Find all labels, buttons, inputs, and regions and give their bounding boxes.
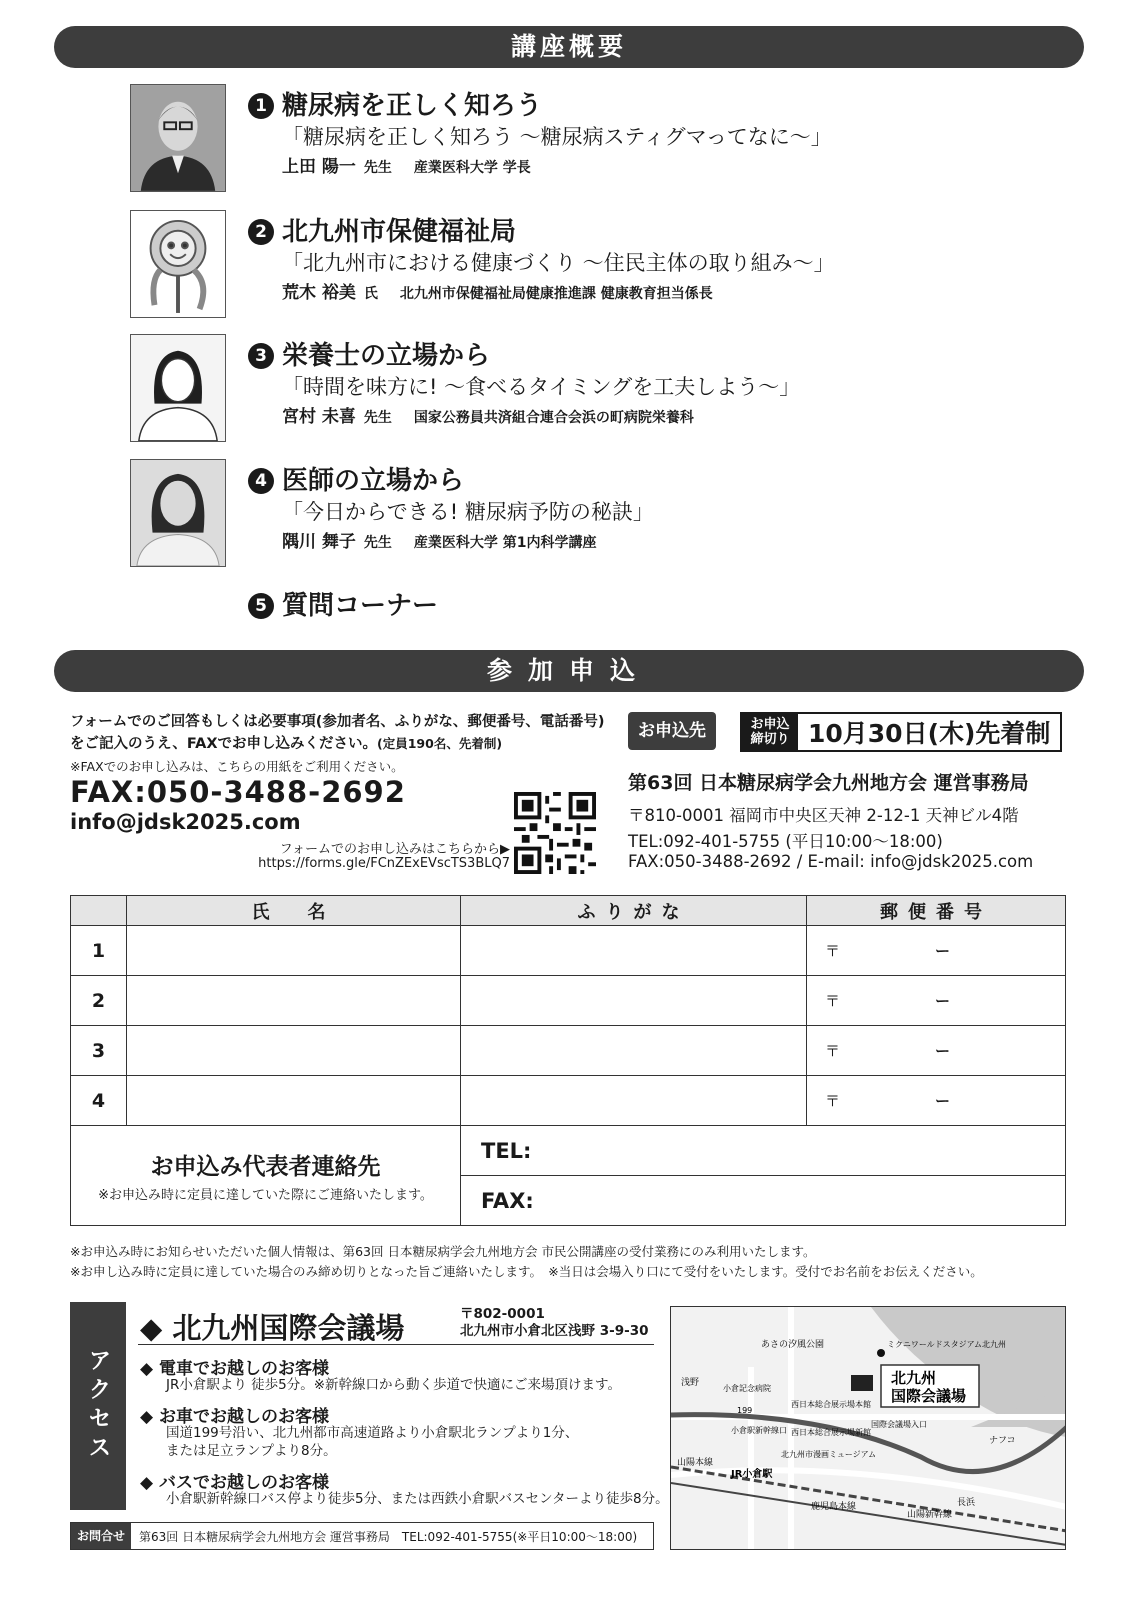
table-row bbox=[71, 1076, 1066, 1126]
venue-address: 〒802-0001 北九州市小倉北区浅野 3-9-30 bbox=[460, 1306, 649, 1339]
map-route: 199 bbox=[737, 1406, 753, 1415]
map-line1: 山陽本線 bbox=[677, 1458, 714, 1468]
access-map bbox=[670, 1306, 1066, 1550]
tel-field[interactable]: TEL: bbox=[461, 1126, 1066, 1176]
access-bus-detail: 小倉駅新幹線口バス停より徒歩5分、または西鉄小倉駅バスセンターより徒歩8分。 bbox=[166, 1491, 669, 1507]
apply-to-label: お申込先 bbox=[628, 712, 716, 750]
number-badge: 5 bbox=[248, 593, 274, 619]
capacity-note: (定員190名、先着制) bbox=[377, 736, 503, 751]
section-title-application: 参加申込 bbox=[54, 650, 1084, 692]
map-hall: 西日本総合展示場本館 bbox=[791, 1400, 871, 1409]
map-station: JR小倉駅 bbox=[731, 1469, 773, 1480]
name-field[interactable] bbox=[127, 926, 461, 976]
email-address[interactable]: info@jdsk2025.com bbox=[70, 810, 301, 834]
zip-field[interactable]: 〒 ー bbox=[807, 926, 1066, 976]
lecture-title: 糖尿病を正しく知ろう bbox=[282, 91, 543, 121]
lecture-title: 栄養士の立場から bbox=[282, 341, 491, 371]
row-number: 3 bbox=[71, 1026, 127, 1076]
rep-note: ※お申込み時に定員に達していた際にご連絡いたします。 bbox=[98, 1187, 433, 1203]
name-field[interactable] bbox=[127, 1076, 461, 1126]
divider bbox=[138, 1344, 654, 1345]
form-url-link[interactable]: https://forms.gle/FCnZExEVscTS3BLQ7 bbox=[258, 856, 510, 871]
representative-contact bbox=[71, 1126, 461, 1226]
speaker-role: 先生 bbox=[363, 160, 392, 176]
speaker-affiliation: 産業医科大学 第1内科学講座 bbox=[413, 535, 597, 551]
number-badge: 1 bbox=[248, 93, 274, 119]
map-park: あさの汐風公園 bbox=[761, 1340, 825, 1350]
office-name: 第63回 日本糖尿病学会九州地方会 運営事務局 bbox=[628, 772, 1029, 794]
rep-title: お申込み代表者連絡先 bbox=[150, 1153, 381, 1180]
speaker-photo-1 bbox=[130, 84, 226, 192]
map-line2: 鹿児島本線 bbox=[811, 1502, 857, 1512]
access-car-head: ◆ お車でお越しのお客様 bbox=[140, 1407, 329, 1427]
application-form-table bbox=[70, 895, 1066, 1226]
map-entrance: 国際会議場入口 bbox=[871, 1420, 927, 1429]
deadline-box bbox=[740, 712, 1062, 752]
furigana-field[interactable] bbox=[461, 926, 807, 976]
contact-label: お問合せ bbox=[71, 1523, 131, 1549]
name-field[interactable] bbox=[127, 976, 461, 1026]
svg-text:国際会議場: 国際会議場 bbox=[891, 1387, 967, 1405]
lecture-subtitle: 「今日からできる! 糖尿病予防の秘訣」 bbox=[282, 500, 654, 524]
lecture-subtitle: 「時間を味方に! ～食べるタイミングを工夫しよう～」 bbox=[282, 375, 801, 399]
fax-field[interactable]: FAX: bbox=[461, 1176, 1066, 1226]
furigana-field[interactable] bbox=[461, 1026, 807, 1076]
map-hospital: 小倉記念病院 bbox=[723, 1384, 771, 1393]
speaker-role: 氏 bbox=[363, 286, 378, 302]
deadline-label: お申込締切り bbox=[742, 714, 798, 750]
number-badge: 2 bbox=[248, 219, 274, 245]
number-badge: 4 bbox=[248, 468, 274, 494]
access-bus-head: ◆ バスでお越しのお客様 bbox=[140, 1473, 329, 1493]
access-train-detail: JR小倉駅より 徒歩5分。※新幹線口から動く歩道で快適にご来場頂けます。 bbox=[166, 1377, 621, 1393]
map-line3: 山陽新幹線 bbox=[907, 1510, 953, 1520]
contact-value: 第63回 日本糖尿病学会九州地方会 運営事務局 TEL:092-401-5755(※平日10:00～18:00) bbox=[139, 1529, 638, 1544]
lecture-subtitle: 「北九州市における健康づくり ～住民主体の取り組み～」 bbox=[282, 251, 835, 275]
speaker-name: 上田 陽一 bbox=[282, 157, 356, 177]
zip-field[interactable]: 〒 ー bbox=[807, 1076, 1066, 1126]
name-field[interactable] bbox=[127, 1026, 461, 1076]
access-label: アクセス bbox=[70, 1302, 126, 1510]
map-hall2: 西日本総合展示場新館 bbox=[791, 1428, 871, 1437]
speaker-role: 先生 bbox=[363, 410, 392, 426]
zip-field[interactable]: 〒 ー bbox=[807, 1026, 1066, 1076]
speaker-name: 宮村 未喜 bbox=[282, 407, 356, 427]
speaker-role: 先生 bbox=[363, 535, 392, 551]
number-badge: 3 bbox=[248, 343, 274, 369]
venue-name: ◆ 北九州国際会議場 bbox=[140, 1311, 405, 1345]
map-museum: 北九州市漫画ミュージアム bbox=[781, 1450, 877, 1459]
access-car-detail: 国道199号沿い、北九州都市高速道路より小倉駅北ランプより1分、 または足立ランプより8分。 bbox=[166, 1425, 579, 1459]
application-paragraph: フォームでのご回答もしくは必要事項(参加者名、ふりがな、郵便番号、電話番号)をご記入のうえ、FAXでお申し込みください。(定員190名、先着制) bbox=[70, 714, 605, 752]
header-furigana: ふりがな bbox=[461, 896, 807, 926]
speaker-affiliation: 国家公務員共済組合連合会浜の町病院栄養科 bbox=[413, 410, 694, 426]
deadline-value: 10月30日(木)先着制 bbox=[808, 719, 1051, 748]
office-tel: TEL:092-401-5755 (平日10:00～18:00) bbox=[628, 832, 943, 851]
header-name: 氏 名 bbox=[127, 896, 461, 926]
contact-box bbox=[70, 1522, 654, 1550]
section-title-overview: 講座概要 bbox=[54, 26, 1084, 68]
placeholder-avatar bbox=[130, 334, 226, 442]
map-venue-label: 北九州 bbox=[891, 1369, 937, 1387]
privacy-notes: ※お申込み時にお知らせいただいた個人情報は、第63回 日本糖尿病学会九州地方会 市民公開講座の受付業務にのみ利用いたします。 ※お申し込み時に定員に達していた場合のみ締め切りとなった旨ご連絡いたします。 ※当日は会場入り口にて受付をいたします。受付でお名前をお伝えください。 bbox=[70, 1244, 983, 1279]
speaker-affiliation: 北九州市保健福祉局健康推進課 健康教育担当係長 bbox=[399, 286, 713, 302]
fax-number: FAX:050-3488-2692 bbox=[70, 775, 406, 809]
map-naifco: ナフコ bbox=[989, 1436, 1016, 1446]
speaker-affiliation: 産業医科大学 学長 bbox=[413, 160, 531, 176]
row-number: 1 bbox=[71, 926, 127, 976]
form-label: フォームでのお申し込みはこちらから▶ bbox=[279, 842, 510, 857]
header-zip: 郵便番号 bbox=[807, 896, 1066, 926]
zip-field[interactable]: 〒 ー bbox=[807, 976, 1066, 1026]
qr-code-icon[interactable] bbox=[514, 792, 596, 874]
mascot-image bbox=[130, 210, 226, 318]
speaker-name: 隅川 舞子 bbox=[282, 532, 356, 552]
map-asano: 浅野 bbox=[681, 1378, 700, 1388]
lecture-title: 質問コーナー bbox=[282, 591, 439, 621]
lecture-title: 北九州市保健福祉局 bbox=[282, 217, 517, 247]
row-number: 2 bbox=[71, 976, 127, 1026]
access-train-head: ◆ 電車でお越しのお客様 bbox=[140, 1359, 329, 1379]
lecture-subtitle: 「糖尿病を正しく知ろう ～糖尿病スティグマってなに～」 bbox=[282, 125, 832, 149]
map-kokura-exit: 小倉駅新幹線口 bbox=[731, 1426, 787, 1435]
row-number: 4 bbox=[71, 1076, 127, 1126]
speaker-name: 荒木 裕美 bbox=[282, 283, 356, 303]
furigana-field[interactable] bbox=[461, 1076, 807, 1126]
office-fax-email: FAX:050-3488-2692 / E-mail: info@jdsk2025.com bbox=[628, 852, 1034, 871]
table-row bbox=[71, 976, 1066, 1026]
office-address: 〒810-0001 福岡市中央区天神 2-12-1 天神ビル4階 bbox=[628, 806, 1019, 825]
fax-note: ※FAXでのお申し込みは、こちらの用紙をご利用ください。 bbox=[70, 759, 404, 774]
table-row bbox=[71, 926, 1066, 976]
map-stadium: ミクニワールドスタジアム北九州 bbox=[887, 1340, 1007, 1349]
furigana-field[interactable] bbox=[461, 976, 807, 1026]
table-row bbox=[71, 1026, 1066, 1076]
speaker-photo-4 bbox=[130, 459, 226, 567]
lecture-title: 医師の立場から bbox=[282, 466, 465, 496]
map-nagahama: 長浜 bbox=[957, 1498, 976, 1508]
